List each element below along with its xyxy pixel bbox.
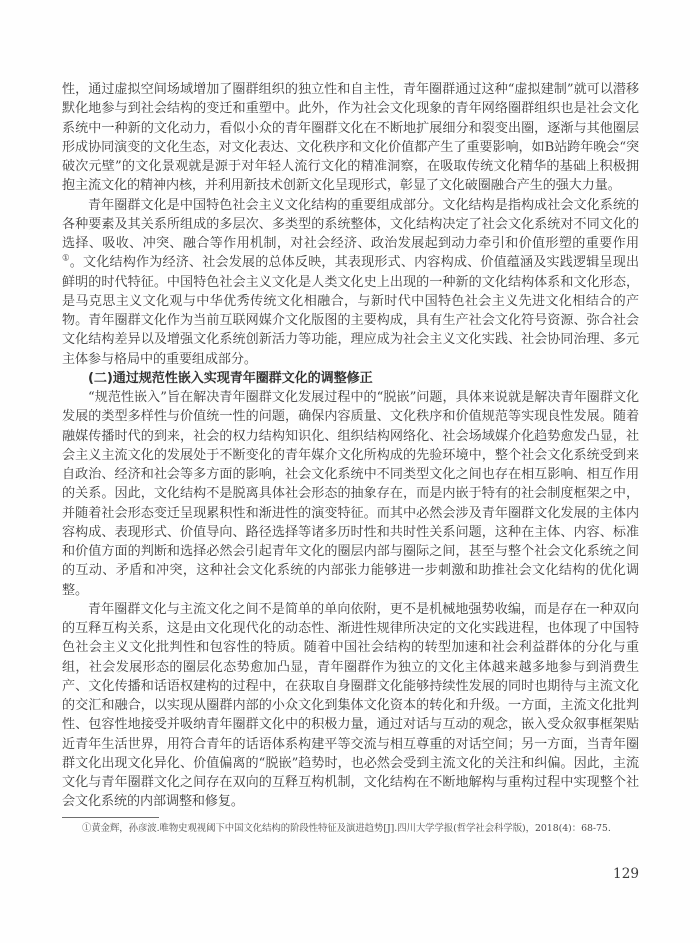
paragraph-culture-structure	[62, 196, 639, 369]
footnote-marker: ①	[82, 823, 92, 834]
paragraph-normative-embedding: “规范性嵌入”旨在解决青年圈群文化发展过程中的“脱嵌”问题，具体来说就是解决青年圈群文化发展的类型多样性与价值统一性的问题，确保内容质量、文化秩序和价值规范等实现良性发展。随着融媒传播时代的到来，社会的权力结构知识化、组织结构网络化、社会场域媒介化趋势愈发凸显，社会主义主流文化的发展处于不断变化的青年媒介文化所构成的先验环境中，整个社会文化系统受到来自政治、经济和社会等多方面的影响，社会文化系统中不同类型文化之间也存在相互影响、相互作用的关系。因此，文化结构不是脱离具体社会形态的抽象存在，而是内嵌于特有的社会制度框架之中，并随着社会形态变迁呈现累积性和渐进性的演变特征。而其中必然会涉及青年圈群文化发展的主体内容构成、表现形式、价值导向、路径选择等诸多历时性和共时性关系问题，这种在主体、内容、标准和价值方面的判断和选择必然会引起青年文化的圈层内部与圈际之间，甚至与整个社会文化系统之间的互动、矛盾和冲突，这种社会文化系统的内部张力能够进一步刺激和助推社会文化结构的优化调整。	[62, 390, 639, 598]
paragraph-mutual-construction: 青年圈群文化与主流文化之间不是简单的单向依附，更不是机械地强势收编，而是存在一种双向的互释互构关系，这是由文化现代化的动态性、渐进性规律所决定的文化实践进程，也体现了中国特色社会主义文化批判性和包容性的特质。随着中国社会结构的转型加速和社会利益群体的分化与重组，社会发展形态的圈层化态势愈加凸显，青年圈群作为独立的文化主体越来越多地参与到消费生产、文化传播和话语权建构的过程中，在获取自身圈群文化能够持续性发展的同时也期待与主流文化的交汇和融合，以实现从圈群内部的小众文化到集体文化资本的转化和升级。一方面，主流文化批判性、包容性地接受并吸纳青年圈群文化中的积极力量，通过对话与互动的观念，嵌入受众叙事框架贴近青年生活世界，用符合青年的话语体系构建平等交流与相互尊重的对话空间；另一方面，当青年圈群文化出现文化异化、价值偏离的“脱嵌”趋势时，也必然会受到主流文化的关注和纠偏。因此，主流文化与青年圈群文化之间存在双向的互释互构机制，文化结构在不断地解构与重构过程中实现整个社会文化系统的内部调整和修复。	[62, 601, 639, 810]
section-heading-two: (二)通过规范性嵌入实现青年圈群文化的调整修正	[88, 370, 373, 386]
paragraph-text-after-footnote: 。文化结构作为经济、社会发展的总体反映，其表现形式、内容构成、价值蕴涵及实践逻辑呈现出鲜明的时代特征。中国特色社会主义文化是人类文化史上出现的一种新的文化结构体系和文化形态，是马克思主义文化观与中华优秀传统文化相融合，与新时代中国特色社会主义先进文化相结合的产物。青年圈群文化作为当前互联网媒介文化版图的主要构成，具有生产社会文化符号资源、弥合社会文化结构差异以及增强文化系统创新活力等功能，理应成为社会主义文化实践、社会协同治理、多元主体参与格局中的重要组成部分。	[62, 255, 639, 367]
footnote-reference-marker[interactable]: ①	[62, 253, 70, 264]
page-number: 129	[613, 866, 639, 882]
footnote-separator-rule	[62, 817, 159, 818]
footnote-entry	[62, 822, 639, 837]
footnote-citation-text: 黄金辉，孙彦波.唯物史观视阈下中国文化结构的阶段性特征及演进趋势[J].四川大学学报(哲学社会科学版)，2018(4)：68-75.	[91, 823, 611, 834]
page-body-text	[62, 80, 639, 812]
footnote-area	[62, 817, 639, 837]
paragraph-text-before-footnote: 青年圈群文化是中国特色社会主义文化结构的重要组成部分。文化结构是指构成社会文化系统的各种要素及其关系所组成的多层次、多类型的系统整体，文化结构决定了社会文化系统对不同文化的选择、吸收、冲突、融合等作用机制，对社会经济、政治发展起到动力牵引和价值形塑的重要作用	[62, 197, 639, 251]
paragraph-continuation: 性，通过虚拟空间场域增加了圈群组织的独立性和自主性，青年圈群通过这种“虚拟建制”就可以潜移默化地参与到社会结构的变迁和重塑中。此外，作为社会文化现象的青年网络圈群组织也是社会文化系统中一种新的文化动力，看似小众的青年圈群文化在不断地扩展细分和裂变出圈，逐渐与其他圈层形成协同演变的文化生态，对文化表达、文化秩序和文化价值都产生了重要影响，如B站跨年晚会“突破次元壁”的文化景观就是源于对年轻人流行文化的精准洞察，在吸取传统文化精华的基础上积极拥抱主流文化的精神内核，并利用新技术创新文化呈现形式，彰显了文化破圈融合产生的强大力量。	[62, 82, 639, 194]
